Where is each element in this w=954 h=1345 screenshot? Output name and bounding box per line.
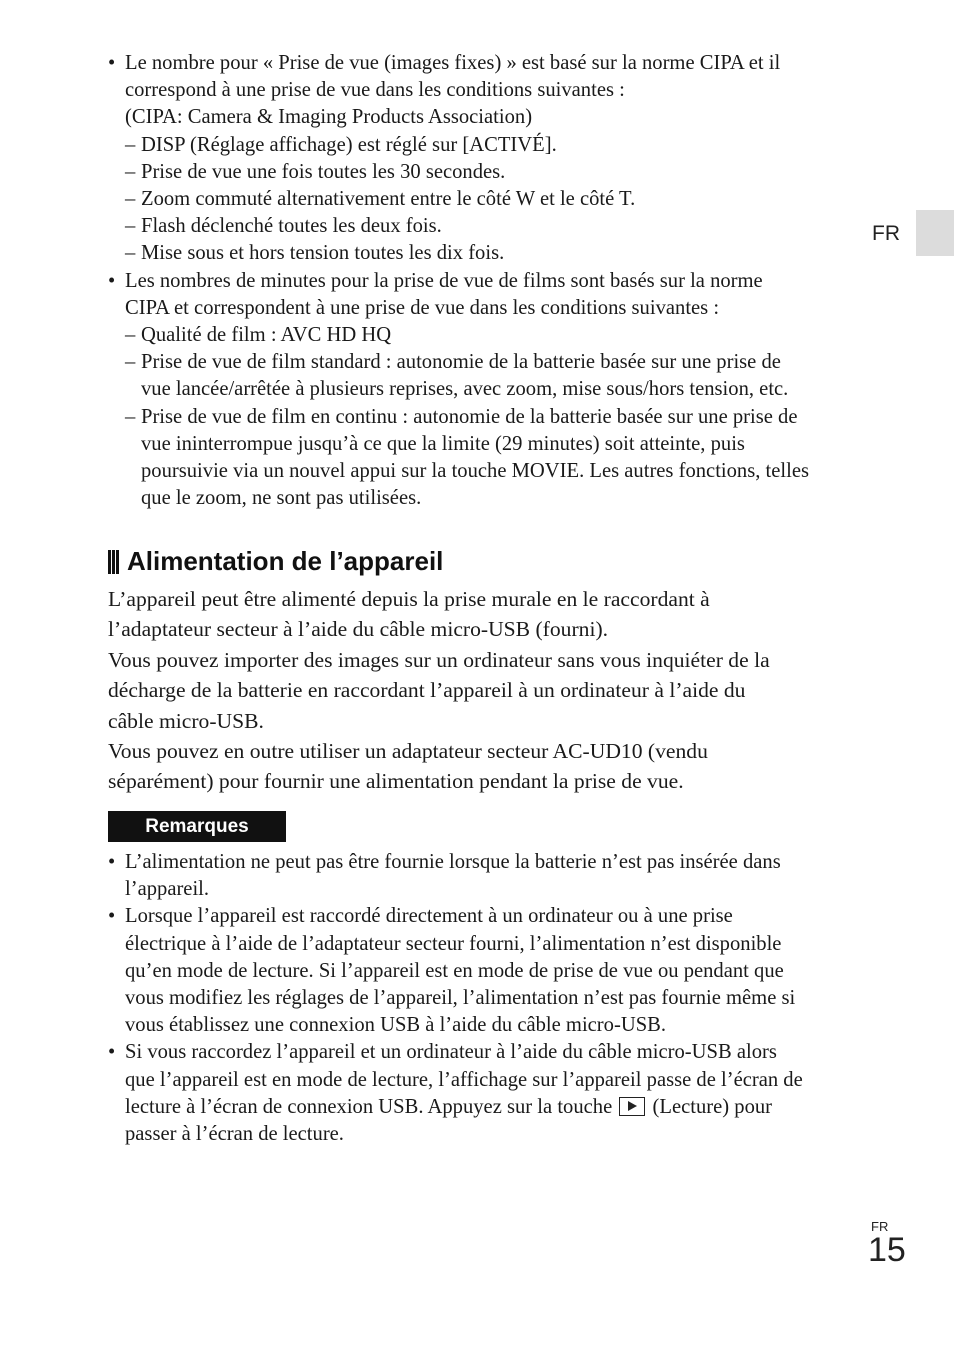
- bullet-dot: •: [108, 52, 116, 74]
- battery-conditions-list: [108, 50, 868, 512]
- heading-marker-icon: [108, 550, 119, 574]
- notes-label: Remarques: [108, 811, 286, 842]
- text-line: (CIPA: Camera & Imaging Products Association): [125, 106, 533, 129]
- page-number: 15: [868, 1231, 906, 1269]
- bullet-dot: •: [108, 1041, 116, 1064]
- dash-item: – DISP (Réglage affichage) est réglé sur [ACTIVÉ].: [125, 133, 557, 156]
- play-button-icon: [619, 1097, 645, 1116]
- language-tab-label: FR: [872, 222, 900, 245]
- section-heading: [108, 546, 443, 577]
- text-line: CIPA et correspondent à une prise de vue dans les conditions suivantes :: [125, 296, 720, 319]
- list-item: • L’alimentation ne peut pas être fournie lorsque la batterie n’est pas insérée dans l’appareil.: [108, 851, 781, 901]
- language-tab: [916, 210, 954, 256]
- dash-item: – Prise de vue de film standard : autonomie de la batterie basée sur une prise de vue lancée/arrêtée à plusieurs reprises, avec zoom, mise sous/hors tension, etc.: [125, 351, 789, 401]
- text-line: correspond à une prise de vue dans les conditions suivantes :: [125, 79, 625, 102]
- section-body: [108, 584, 868, 797]
- bullet-dot: •: [108, 851, 116, 873]
- list-item: [108, 50, 868, 268]
- list-item: [108, 268, 868, 513]
- paragraph: L’appareil peut être alimenté depuis la prise murale en le raccordant à l’adaptateur secteur à l’aide du câble micro-USB (fourni).: [108, 587, 710, 642]
- text-line: Le nombre pour « Prise de vue (images fixes) » est basé sur la norme CIPA et il: [125, 52, 781, 74]
- bullet-dot: •: [108, 905, 116, 928]
- dash-item: – Zoom commuté alternativement entre le côté W et le côté T.: [125, 188, 636, 211]
- list-item: • Si vous raccordez l’appareil et un ordinateur à l’aide du câble micro-USB alors que l’appareil est en mode de lecture, l’affichage sur l’appareil passe de l’écran de lecture à l’écran de connexion USB. Appuyez sur la touche (Lecture) pour passer à l’écran de lecture.: [108, 1039, 868, 1148]
- list-item: • Lorsque l’appareil est raccordé directement à un ordinateur ou à une prise électrique à l’aide de l’adaptateur secteur fourni, l’alimentation n’est disponible qu’en mode de lecture. Si l’appareil est en mode de prise de vue ou pendant que vous modifiez les réglages de l’appareil, l’alimentation n’est pas fournie même si vous établissez une connexion USB à l’aide du câble micro-USB.: [108, 905, 796, 1037]
- bullet-dot: •: [108, 269, 116, 292]
- section-heading-text: Alimentation de l’appareil: [127, 546, 444, 576]
- footer-language: FR: [871, 1219, 889, 1234]
- dash-item: – Prise de vue de film en continu : autonomie de la batterie basée sur une prise de vue ininterrompue jusqu’à ce que la limite (29 minutes) soit atteinte, puis poursuivie via un nouvel appui sur la touche MOVIE. Les autres fonctions, telles que le zoom, ne sont pas utilisées.: [125, 405, 809, 510]
- paragraph: Vous pouvez importer des images sur un ordinateur sans vous inquiéter de la décharge de la batterie en raccordant l’appareil à un ordinateur à l’aide du câble micro-USB.: [108, 647, 770, 733]
- dash-item: – Flash déclenché toutes les deux fois.: [125, 215, 442, 238]
- notes-list: [108, 849, 868, 1148]
- text-line: Les nombres de minutes pour la prise de vue de films sont basés sur la norme: [125, 269, 763, 292]
- dash-item: – Qualité de film : AVC HD HQ: [125, 324, 392, 347]
- dash-item: – Prise de vue une fois toutes les 30 secondes.: [125, 160, 506, 183]
- dash-item: – Mise sous et hors tension toutes les dix fois.: [125, 242, 505, 265]
- text-line-with-icon: lecture à l’écran de connexion USB. Appuyez sur la touche (Lecture) pour: [125, 1095, 773, 1118]
- paragraph: Vous pouvez en outre utiliser un adaptateur secteur AC-UD10 (vendu séparément) pour fournir une alimentation pendant la prise de vue.: [108, 739, 708, 794]
